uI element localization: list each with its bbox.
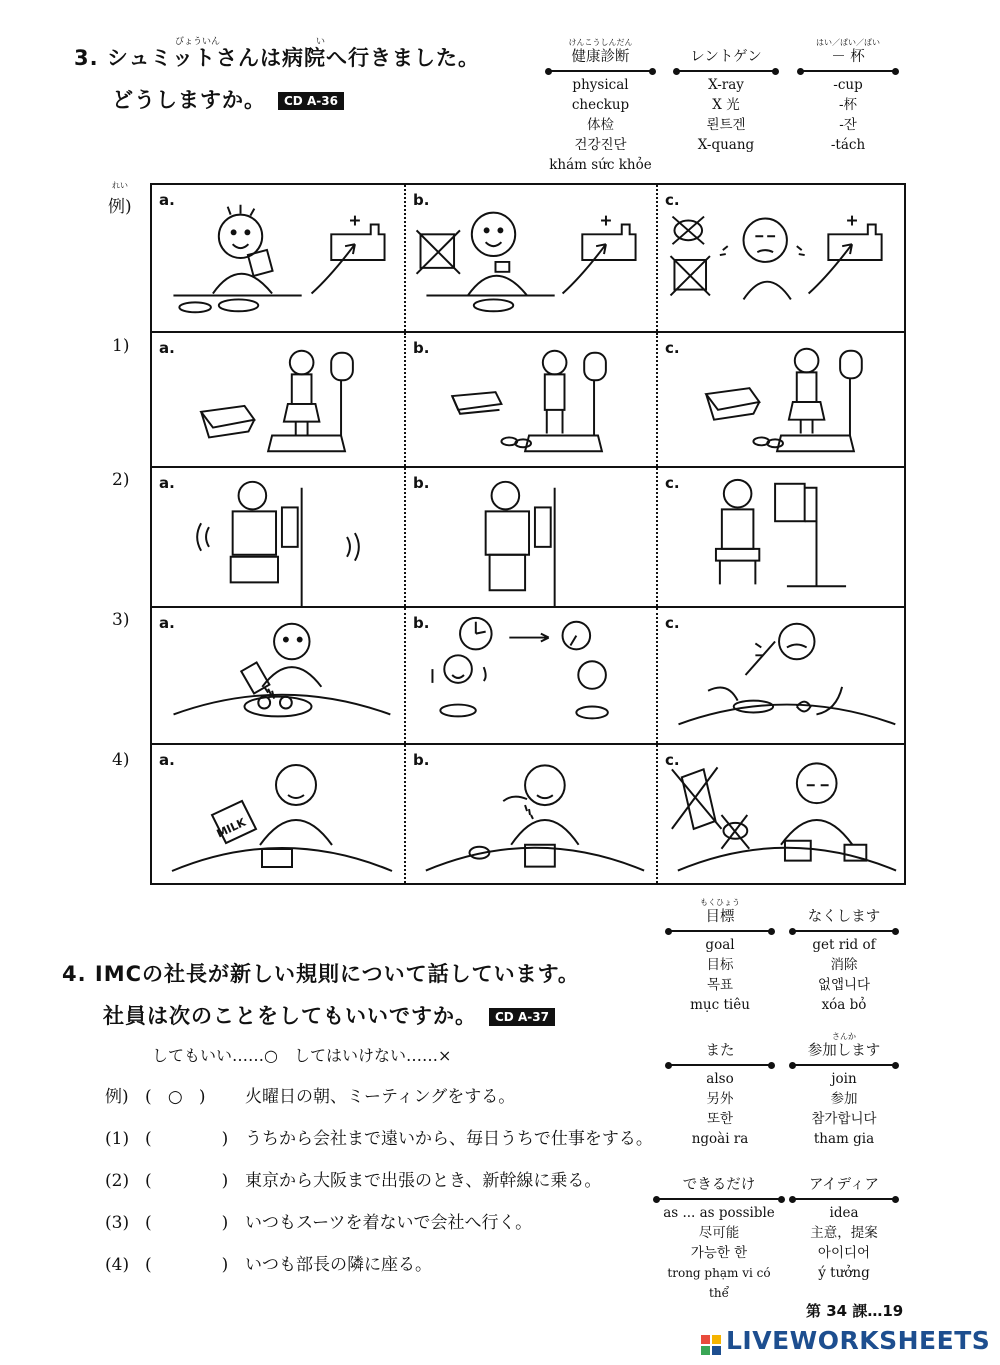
vocab-ruby xyxy=(656,1166,782,1175)
vocab-line: 목표 xyxy=(706,977,734,993)
q4-subtitle xyxy=(103,1000,555,1030)
pour-milk-illustration xyxy=(152,745,404,883)
xray-seated-illustration xyxy=(658,468,904,606)
vocab-line: X-quang xyxy=(697,137,755,153)
vocab-line: join xyxy=(831,1071,857,1087)
liveworksheets-icon xyxy=(700,1334,722,1356)
eat-quickly-clock-illustration xyxy=(406,608,656,743)
vocab-head: 目標 xyxy=(668,907,772,932)
q4-item-text: 東京から大阪まで出張のとき、新幹線に乗る。 xyxy=(245,1171,602,1191)
vocab-rentogen xyxy=(676,38,776,155)
xray-back-shaking-illustration xyxy=(152,468,404,606)
row-label-1: 1) xyxy=(112,336,130,356)
q4-answer-1[interactable]: ( ) xyxy=(145,1129,229,1149)
q4-subtitle-text: 社員は次のことをしてもいいですか。 xyxy=(103,1004,477,1028)
vocab-nakushimasu xyxy=(792,898,896,1015)
vocab-head: レントゲン xyxy=(676,47,776,72)
vocab-head: 参加します xyxy=(792,1041,896,1066)
row-label-example: 例) xyxy=(108,197,132,217)
vocab-ruby: けんこうしんだん xyxy=(568,38,633,47)
vocab-hai xyxy=(800,38,896,155)
grid-row-example xyxy=(152,185,904,333)
vocab-line: xóa bỏ xyxy=(821,997,867,1013)
eating-vegetables-illustration xyxy=(658,608,904,743)
vocab-line: tham gia xyxy=(813,1131,875,1147)
page-number: 第 34 課…19 xyxy=(806,1302,904,1320)
vocab-head: － 杯 xyxy=(800,47,896,72)
vocab-line: trong phạm vi có thể xyxy=(667,1266,771,1300)
cell-3-a xyxy=(152,608,404,743)
vocab-head: できるだけ xyxy=(656,1175,782,1200)
vocab-line: 目标 xyxy=(706,957,734,973)
vocab-head: また xyxy=(668,1041,772,1066)
cell-example-a xyxy=(152,185,404,331)
vocab-line: mục tiêu xyxy=(690,997,750,1013)
vocab-sankashimasu xyxy=(792,1032,896,1149)
vocab-ruby: はい／ぱい／ばい xyxy=(816,38,880,47)
vocab-line: 参加 xyxy=(830,1091,858,1107)
grid-row-3 xyxy=(152,608,904,745)
cell-label: b. xyxy=(413,191,430,209)
cell-label: a. xyxy=(159,614,175,632)
vocab-line: 없앱니다 xyxy=(817,977,871,993)
cell-label: b. xyxy=(413,751,430,769)
no-food-drinking-illustration xyxy=(406,185,656,331)
vocab-line: 体检 xyxy=(587,117,614,133)
vocab-kenkoushindan xyxy=(548,38,653,175)
vocab-line: get rid of xyxy=(812,937,876,953)
vocab-line: 건강진단 xyxy=(574,137,627,153)
vocab-line: X 光 xyxy=(712,97,740,113)
vocab-line: 뢴트겐 xyxy=(706,117,746,133)
q4-answer-2[interactable]: ( ) xyxy=(145,1171,229,1191)
cell-2-c xyxy=(656,468,904,606)
vocab-ruby xyxy=(792,898,896,907)
cell-label: c. xyxy=(665,339,680,357)
cell-label: b. xyxy=(413,614,430,632)
ruby-byouin: びょういん xyxy=(175,37,221,47)
answer-value: ○ xyxy=(167,1087,183,1107)
no-breakfast-illustration xyxy=(658,185,904,331)
cell-3-c xyxy=(656,608,904,743)
scale-no-shoes-illustration xyxy=(658,333,904,466)
milk-label: MILK xyxy=(214,815,248,841)
q4-item-4 xyxy=(105,1250,432,1275)
vocab-line: 가능한 한 xyxy=(690,1245,748,1261)
vocab-line: 消除 xyxy=(830,957,858,973)
cell-label: a. xyxy=(159,339,175,357)
vocab-ruby xyxy=(792,1166,896,1175)
cell-2-a xyxy=(152,468,404,606)
vocab-line: 참가합니다 xyxy=(811,1111,877,1127)
cell-label: b. xyxy=(413,339,430,357)
row-label-2: 2) xyxy=(112,470,130,490)
vocab-line: X-ray xyxy=(708,77,744,93)
cell-2-b xyxy=(404,468,656,606)
vocab-line: khám sức khỏe xyxy=(549,157,652,173)
cell-1-a xyxy=(152,333,404,466)
brand-name: LIVEWORKSHEETS xyxy=(726,1326,991,1355)
vocab-ruby xyxy=(676,38,776,47)
q4-item-num: (3) xyxy=(105,1213,130,1233)
cd-tag-a36: CD A-36 xyxy=(278,92,344,110)
q4-item-text: うちから会社まで遠いから、毎日うちで仕事をする。 xyxy=(245,1129,653,1149)
row-ruby-rei: れい xyxy=(112,181,128,190)
cell-1-b xyxy=(404,333,656,466)
vocab-ruby: もくひょう xyxy=(700,898,740,907)
scale-with-skirt-illustration xyxy=(152,333,404,466)
vocab-line: -tách xyxy=(830,137,866,153)
vocab-line: 또한 xyxy=(706,1111,734,1127)
vocab-mokuhyou xyxy=(668,898,772,1015)
vocab-line: ý tưởng xyxy=(818,1265,870,1281)
cell-label: c. xyxy=(665,474,680,492)
vocab-line: 尽可能 xyxy=(698,1225,740,1241)
liveworksheets-logo[interactable] xyxy=(700,1326,990,1356)
q4-item-num: 例) xyxy=(105,1087,129,1107)
cell-1-c xyxy=(656,333,904,466)
vocab-ruby: さんか xyxy=(832,1032,856,1041)
cell-label: b. xyxy=(413,474,430,492)
q4-title: 4. IMCの社長が新しい規則について話しています。 xyxy=(62,962,580,986)
vocab-mata xyxy=(668,1032,772,1149)
q3-title: 3. シュミットさんは病院へ行きました。 xyxy=(74,46,481,70)
cell-4-b xyxy=(404,745,656,883)
grid-row-4 xyxy=(152,745,904,883)
cell-example-b xyxy=(404,185,656,331)
ruby-iki: い xyxy=(316,37,326,47)
vocab-head: 健康診断 xyxy=(548,47,653,72)
q4-item-num: (2) xyxy=(105,1171,130,1191)
cell-label: c. xyxy=(665,751,680,769)
cell-example-c xyxy=(656,185,904,331)
cell-3-b xyxy=(404,608,656,743)
xray-back-still-illustration xyxy=(406,468,656,606)
q4-item-num: (1) xyxy=(105,1129,130,1149)
grid-row-1 xyxy=(152,333,904,468)
q4-item-example xyxy=(105,1082,515,1107)
q4-legend: してもいい……○ してはいけない……× xyxy=(152,1046,452,1065)
q4-item-num: (4) xyxy=(105,1255,130,1275)
q4-answer-4[interactable]: ( ) xyxy=(145,1255,229,1275)
q4-item-text: いつも部長の隣に座る。 xyxy=(245,1255,432,1275)
vocab-line: -杯 xyxy=(838,97,858,113)
vocab-line: ngoài ra xyxy=(691,1131,749,1147)
cell-label: a. xyxy=(159,474,175,492)
vocab-line: as ... as possible xyxy=(663,1205,775,1221)
q3-subtitle-text: どうしますか。 xyxy=(112,88,266,112)
vocab-line: idea xyxy=(829,1205,859,1221)
cell-label: c. xyxy=(665,191,680,209)
q4-item-text: 火曜日の朝、ミーティングをする。 xyxy=(245,1087,516,1107)
vocab-line: also xyxy=(706,1071,734,1087)
cell-label: c. xyxy=(665,614,680,632)
q4-item-1 xyxy=(105,1124,653,1149)
cell-4-a xyxy=(152,745,404,883)
no-milk-sugar-illustration xyxy=(658,745,904,883)
q4-answer-example: ( ○ ) xyxy=(145,1087,206,1107)
vocab-line: goal xyxy=(705,937,735,953)
q4-item-text: いつもスーツを着ないで会社へ行く。 xyxy=(245,1213,533,1233)
vocab-ruby xyxy=(668,1032,772,1041)
q4-item-2 xyxy=(105,1166,601,1191)
vocab-line: -잔 xyxy=(839,117,857,133)
q4-answer-3[interactable]: ( ) xyxy=(145,1213,229,1233)
vocab-line: 아이디어 xyxy=(817,1245,871,1261)
vocab-dekirudake xyxy=(656,1166,782,1303)
eating-illustration xyxy=(152,185,404,331)
salting-food-illustration xyxy=(152,608,404,743)
cell-label: a. xyxy=(159,191,175,209)
cell-4-c xyxy=(656,745,904,883)
grid-row-2 xyxy=(152,468,904,608)
vocab-idea xyxy=(792,1166,896,1283)
vocab-line: 主意，提案 xyxy=(810,1225,878,1241)
add-sugar-illustration xyxy=(406,745,656,883)
vocab-head: なくします xyxy=(792,907,896,932)
scale-with-pants-illustration xyxy=(406,333,656,466)
row-label-3: 3) xyxy=(112,610,130,630)
picture-grid xyxy=(150,183,906,885)
vocab-line: 另外 xyxy=(706,1091,734,1107)
vocab-head: アイディア xyxy=(792,1175,896,1200)
vocab-line: -cup xyxy=(833,77,863,93)
vocab-line: physical checkup xyxy=(571,77,630,113)
cd-tag-a37: CD A-37 xyxy=(489,1008,555,1026)
q3-subtitle xyxy=(112,84,344,114)
cell-label: a. xyxy=(159,751,175,769)
q4-item-3 xyxy=(105,1208,532,1233)
row-label-4: 4) xyxy=(112,750,130,770)
